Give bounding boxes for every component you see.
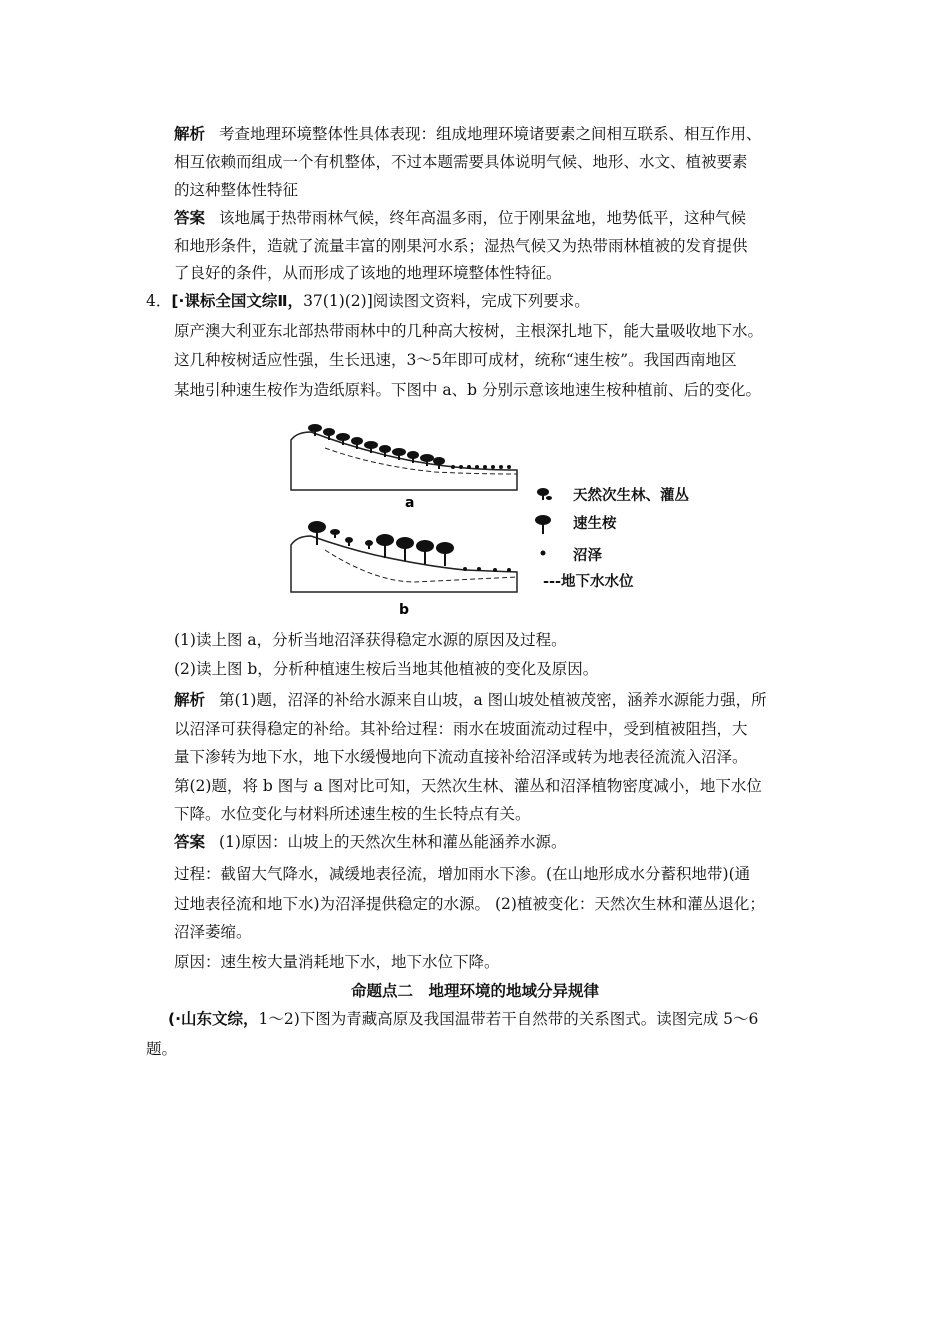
analysis-label: 解析	[174, 125, 206, 143]
legend-groundwater: ---地下水水位	[543, 574, 634, 590]
question-source: (·山东文综，	[168, 1010, 259, 1028]
q4-analysis-line-2: 以沼泽可获得稳定的补给。其补给过程：雨水在坡面流动过程中，受到植被阻挡，大	[174, 720, 748, 738]
q3-answer-line-3: 了良好的条件，从而形成了该地的地理环境整体性特征。	[174, 264, 562, 282]
q4-answer-line-4: 沼泽萎缩。	[174, 923, 252, 941]
analysis-label: 解析	[174, 691, 206, 709]
swamp-icon	[541, 551, 546, 556]
eucalyptus-figure	[285, 410, 725, 625]
q4-answer-line-2: 过程：截留大气降水，减缓地表径流，增加雨水下渗。(在山地形成水分蓄积地带)(通	[174, 865, 751, 883]
legend-swamp: 沼泽	[573, 548, 602, 564]
answer-label: 答案	[174, 833, 206, 851]
q3-answer-line-2: 和地形条件，造就了流量丰富的刚果河水系；湿热气候又为热带雨林植被的发育提供	[174, 237, 748, 255]
q4-analysis-line-3: 量下渗转为地下水，地下水缓慢地向下流动直接补给沼泽或转为地表径流流入沼泽。	[174, 748, 748, 766]
q4-answer-line-5: 原因：速生桉大量消耗地下水，地下水位下降。	[174, 953, 500, 971]
q3-analysis-line-3: 的这种整体性特征	[174, 181, 299, 199]
eucalyptus-icon	[535, 515, 551, 534]
label-a: a	[405, 495, 415, 511]
diagram-b	[291, 521, 517, 592]
q3-answer-line-1: 答案 该地属于热带雨林气候，终年高温多雨，位于刚果盆地，地势低平，这种气候	[174, 209, 747, 227]
q4-analysis-line-5: 下降。水位变化与材料所述速生桉的生长特点有关。	[174, 805, 531, 823]
q4-answer-line-1: 答案 (1)原因：山坡上的天然次生林和灌丛能涵养水源。	[174, 833, 567, 851]
q4-material-line-2: 这几种桉树适应性强，生长迅速，3～5年即可成材，统称“速生桉”。我国西南地区	[174, 351, 737, 369]
q4-answer-line-3: 过地表径流和地下水)为沼泽提供稳定的水源。 (2)植被变化：天然次生林和灌丛退化；	[174, 895, 765, 913]
q3-analysis-line-2: 相互依赖而组成一个有机整体，不过本题需要具体说明气候、地形、水文、植被要素	[174, 153, 748, 171]
q4-material-line-3: 某地引种速生桉作为造纸原料。下图中 a、b 分别示意该地速生桉种植前、后的变化。	[174, 381, 762, 399]
q5-header-line-2: 题。	[146, 1040, 178, 1058]
diagram-a	[291, 424, 517, 490]
legend-icons	[535, 488, 552, 578]
legend-shrub: 天然次生林、灌丛	[573, 488, 689, 504]
section-title: 命题点二 地理环境的地域分异规律	[350, 982, 599, 1000]
question-source: [·课标全国文综Ⅱ，	[171, 292, 304, 310]
label-b: b	[399, 602, 410, 618]
legend-eucalyptus: 速生桉	[573, 516, 617, 532]
q3-analysis-line-1: 解析 考查地理环境整体性具体表现：组成地理环境诸要素之间相互联系、相互作用、	[174, 125, 762, 143]
answer-label: 答案	[174, 209, 206, 227]
q4-analysis-line-1: 解析 第(1)题，沼泽的补给水源来自山坡，a 图山坡处植被茂密，涵养水源能力强，所	[174, 691, 767, 709]
q4-material-line-1: 原产澳大利亚东北部热带雨林中的几种高大桉树，主根深扎地下，能大量吸收地下水。	[174, 322, 764, 340]
q4-analysis-line-4: 第(2)题，将 b 图与 a 图对比可知，天然次生林、灌丛和沼泽植物密度减小，地下水位	[174, 777, 762, 795]
question-number: 4．	[146, 292, 172, 310]
q4-header: 4．[·课标全国文综Ⅱ，37(1)(2)]阅读图文资料，完成下列要求。	[146, 292, 590, 310]
q5-header: (·山东文综，1～2)下图为青藏高原及我国温带若干自然带的关系图式。读图完成 5～6	[168, 1010, 759, 1028]
q4-subquestion-1: (1)读上图 a，分析当地沼泽获得稳定水源的原因及过程。	[174, 631, 567, 649]
q4-subquestion-2: (2)读上图 b，分析种植速生桉后当地其他植被的变化及原因。	[174, 660, 599, 678]
shrub-icon	[537, 488, 552, 500]
